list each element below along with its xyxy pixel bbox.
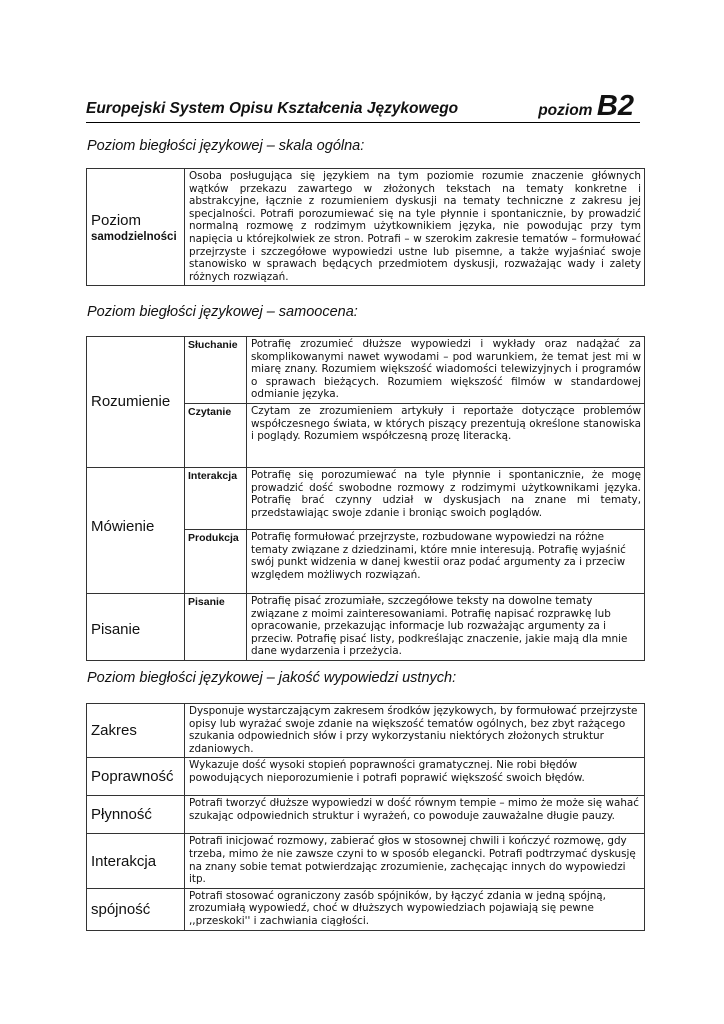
- sub-label-produkcja: Produkcja: [185, 529, 247, 593]
- oral-quality-table: [86, 703, 645, 931]
- text-czytanie: Czytam ze zrozumieniem artykuły i reportaże dotyczące problemów współczesnego świata, w których piszący prezentują określone stanowiska i poglądy. Rozumiem współczesną prozę literacką.: [247, 403, 645, 467]
- level-value: B2: [596, 90, 634, 122]
- sub-label-czytanie: Czytanie: [185, 403, 247, 467]
- row-label-interakcja: Interakcja: [87, 834, 185, 888]
- group-label-pisanie: Pisanie: [87, 593, 185, 660]
- section-title-selfassessment: Poziom biegłości językowej – samoocena:: [87, 304, 358, 320]
- row-text-spojnosc: Potrafi stosować ograniczony zasób spójników, by łączyć zdania w jedną spójną, zrozumiałą wypowiedź, choć w dłuższych wypowiedziach pojawiają się pewne ,,przeskoki'' i zachwiania ciągłości.: [185, 888, 645, 930]
- label-poziom: Poziom: [91, 211, 142, 229]
- general-scale-table: [86, 168, 645, 286]
- row-text-zakres: Dysponuje wystarczającym zakresem środków językowych, by formułować przejrzyste opisy lub wyrażać swoje zdanie na większość tematów ogólnych, bez zbyt rażącego szukania odpowiednich słów i przy wykorzystaniu niektórych złożonych struktur zdaniowych.: [185, 704, 645, 758]
- text-produkcja: Potrafię formułować przejrzyste, rozbudowane wypowiedzi na różne tematy związane z dziedzinami, które mnie interesują. Potrafię wyjaśnić swój punkt widzenia w danej kwestii oraz podać argumenty za i przeciw względem możliwych rozwiązań.: [247, 529, 645, 593]
- text-interakcja: Potrafię się porozumiewać na tyle płynnie i spontanicznie, że mogę prowadzić dość swobodne rozmowy z rodzimymi użytkownikami języka. Potrafię brać czynny udział w dyskusjach na znane mi tematy, przedstawiając swoje zdanie i broniąc swoich poglądów.: [247, 467, 645, 529]
- header-level: [538, 92, 634, 121]
- page-header: [86, 88, 640, 123]
- self-assessment-table: [86, 336, 645, 661]
- label-samodzielnosci: samodzielności: [91, 230, 177, 243]
- row-text-poprawnosc: Wykazuje dość wysoki stopień poprawności gramatycznej. Nie robi błędów powodujących nieporozumienie i potrafi poprawić większość swoich błędów.: [185, 758, 645, 796]
- row-label-spojnosc: spójność: [87, 888, 185, 930]
- sub-label-sluchanie: Słuchanie: [185, 337, 247, 404]
- sub-label-interakcja: Interakcja: [185, 467, 247, 529]
- row-label-plynnosc: Płynność: [87, 796, 185, 834]
- header-title: Europejski System Opisu Kształcenia Językowego: [86, 100, 459, 117]
- row-label-poprawnosc: Poprawność: [87, 758, 185, 796]
- text-sluchanie: Potrafię zrozumieć dłuższe wypowiedzi i wykłady oraz nadążać za skomplikowanymi nawet wywodami – pod warunkiem, że temat jest mi w miarę znany. Rozumiem większość wiadomości telewizyjnych i programów o sprawach bieżących. Rozumiem większość filmów w standardowej odmianie języka.: [247, 337, 645, 404]
- section-title-oral-quality: Poziom biegłości językowej – jakość wypowiedzi ustnych:: [87, 670, 457, 686]
- section-title-general: Poziom biegłości językowej – skala ogólna:: [87, 138, 365, 154]
- text-pisanie: Potrafię pisać zrozumiałe, szczegółowe teksty na dowolne tematy związane z moimi zainteresowaniami. Potrafię napisać rozprawkę lub opracowanie, przekazując informacje lub rozważając argumenty za i przeciw. Potrafię pisać listy, podkreślając znaczenie, jakie mają dla mnie dane wydarzenia i przeżycia.: [247, 593, 645, 660]
- group-label-mowienie: Mówienie: [87, 467, 185, 593]
- general-scale-text: Osoba posługująca się językiem na tym poziomie rozumie znaczenie głównych wątków przekazu zawartego w złożonych tekstach na tematy konkretne i abstrakcyjne, łącznie z rozumieniem dyskusji na tematy techniczne z zakresu jej specjalności. Potrafi porozumiewać się na tyle płynnie i spontanicznie, by prowadzić normalną rozmowę z rodzimym użytkownikiem języka, nie powodując przy tym napięcia u którejkolwiek ze stron. Potrafi – w szerokim zakresie tematów – formułować przejrzyste i szczegółowe wypowiedzi ustne lub pisemne, a także wyjaśniać swoje stanowisko w sprawach będących przedmiotem dyskusji, rozważając wady i zalety różnych rozwiązań.: [185, 169, 645, 286]
- sub-label-pisanie: Pisanie: [185, 593, 247, 660]
- row-text-interakcja: Potrafi inicjować rozmowy, zabierać głos w stosownej chwili i kończyć rozmowę, gdy trzeba, mimo że nie zawsze czyni to w sposób elegancki. Potrafi podtrzymać dyskusję na znany sobie temat potwierdzając zrozumienie, zachęcając innych do wypowiedzi itp.: [185, 834, 645, 888]
- row-text-plynnosc: Potrafi tworzyć dłuższe wypowiedzi w dość równym tempie – mimo że może się wahać szukając odpowiednich struktur i wyrażeń, co powoduje zauważalne długie pauzy.: [185, 796, 645, 834]
- general-scale-label: [87, 169, 185, 286]
- row-label-zakres: Zakres: [87, 704, 185, 758]
- group-label-rozumienie: Rozumienie: [87, 337, 185, 468]
- level-prefix: poziom: [538, 102, 593, 119]
